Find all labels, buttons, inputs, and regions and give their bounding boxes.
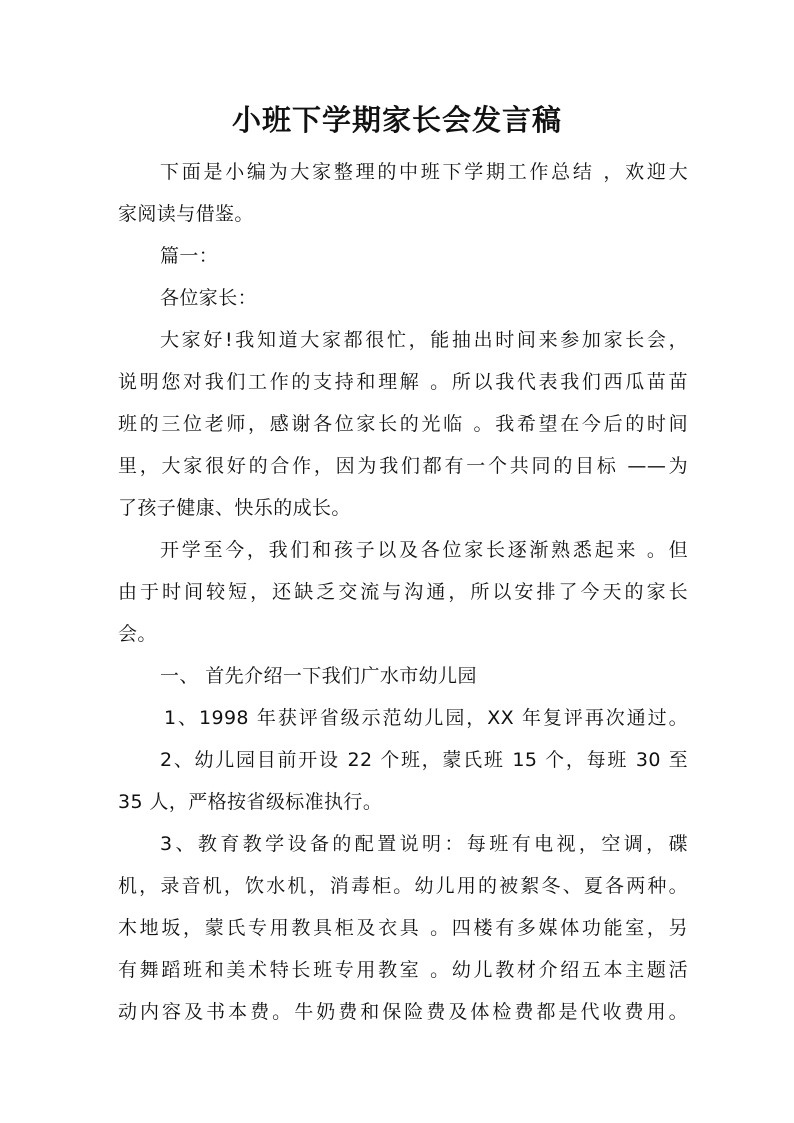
salutation: 各位家长： bbox=[160, 287, 258, 309]
paragraph-line: 下面是小编为大家整理的中班下学期工作总结 ，欢迎大 bbox=[160, 161, 688, 183]
document-title: 小班下学期家长会发言稿 bbox=[231, 103, 562, 137]
paragraph-line: 说明您对我们工作的支持和理解 。所以我代表我们西瓜苗苗 bbox=[118, 371, 688, 393]
list-item: 2、幼儿园目前开设 22 个班，蒙氏班 15 个，每班 30 至 bbox=[160, 749, 688, 771]
list-heading: 一、 首先介绍一下我们广水市幼儿园 bbox=[160, 665, 477, 687]
list-item: 1、1998 年获评省级示范幼儿园，XX 年复评再次通过。 bbox=[164, 707, 688, 729]
paragraph-line: 班的三位老师，感谢各位家长的光临 。我希望在今后的时间 bbox=[118, 413, 688, 435]
paragraph-line: 大家好!我知道大家都很忙，能抽出时间来参加家长会， bbox=[160, 329, 688, 351]
paragraph-line: 开学至今，我们和孩子以及各位家长逐渐熟悉起来 。但 bbox=[160, 539, 688, 561]
paragraph-line: 由于时间较短，还缺乏交流与沟通，所以安排了今天的家长 bbox=[118, 581, 688, 603]
paragraph-line: 里，大家很好的合作，因为我们都有一个共同的目标 ——为 bbox=[118, 455, 688, 477]
list-item: 3、教育教学设备的配置说明：每班有电视，空调，碟 bbox=[160, 833, 688, 855]
list-item-continuation: 机，录音机，饮水机，消毒柜。幼儿用的被絮冬、夏各两种。 bbox=[118, 875, 688, 897]
section-heading: 篇一： bbox=[160, 245, 219, 267]
list-item-continuation: 动内容及书本费。牛奶费和保险费及体检费都是代收费用。 bbox=[118, 1001, 688, 1023]
paragraph-line: 会。 bbox=[118, 623, 157, 645]
list-item-continuation: 有舞蹈班和美术特长班专用教室 。幼儿教材介绍五本主题活 bbox=[118, 959, 688, 981]
paragraph-line: 家阅读与借鉴。 bbox=[118, 203, 254, 225]
list-item-continuation: 35 人，严格按省级标准执行。 bbox=[118, 791, 383, 813]
paragraph-line: 了孩子健康、快乐的成长。 bbox=[118, 497, 351, 519]
list-item-continuation: 木地坂，蒙氏专用教具柜及衣具 。四楼有多媒体功能室，另 bbox=[118, 917, 688, 939]
